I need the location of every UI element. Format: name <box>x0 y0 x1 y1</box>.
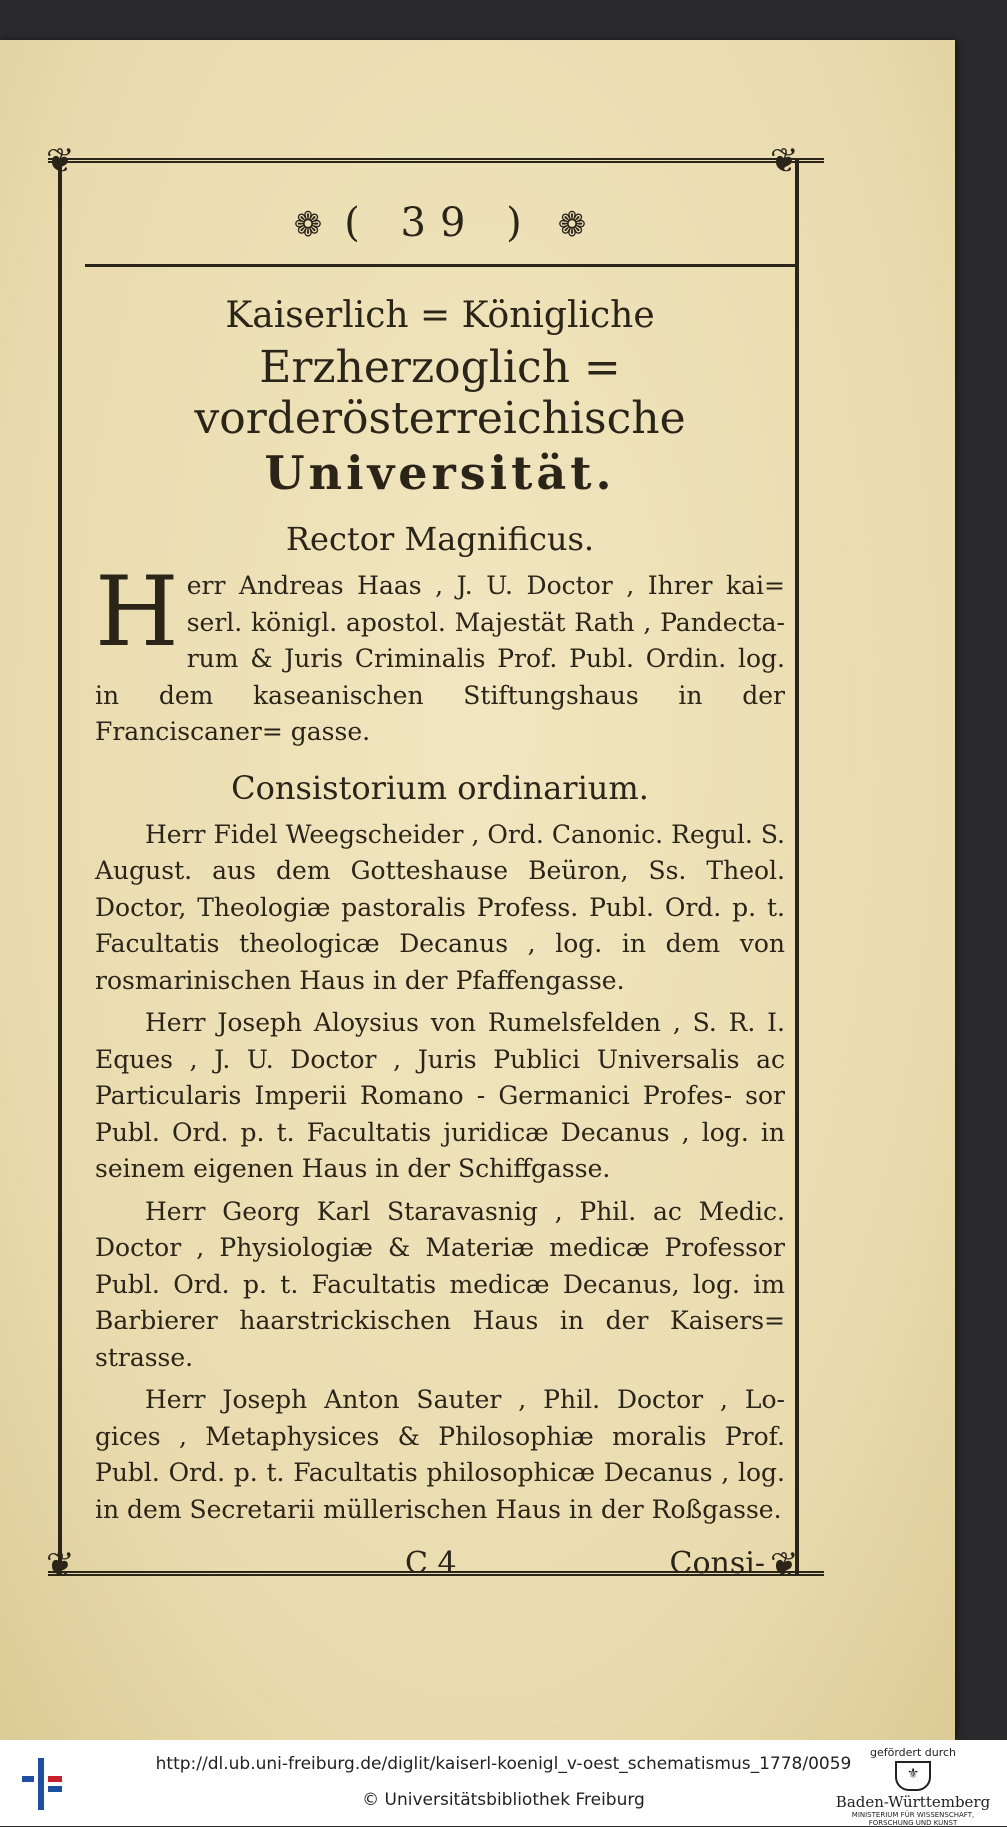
corner-ornament-icon: ❦ <box>770 141 799 181</box>
rector-paragraph <box>95 556 785 751</box>
corner-ornament-icon: ❦ <box>46 141 75 181</box>
frame-left-border <box>58 158 62 1576</box>
rosette-icon: ❁ <box>557 205 587 245</box>
page-number: ( 39 ) <box>344 200 536 246</box>
sponsor-name: Baden-Württemberg <box>835 1793 991 1811</box>
permalink-url[interactable]: http://dl.ub.uni-freiburg.de/diglit/kaiserl-koenigl_v-oest_schematismus_1778/0059 <box>155 1754 852 1774</box>
page-text <box>95 190 785 1581</box>
section-heading-rector: Rector Magnificus. <box>285 520 595 558</box>
sponsor-subtitle: MINISTERIUM FÜR WISSENSCHAFT, FORSCHUNG UND KUNST <box>851 1811 975 1827</box>
book-page <box>0 40 955 1740</box>
member-paragraph: Herr Joseph Anton Sauter , Phil. Doctor , Lo- gices , Metaphysices & Philosophiæ moralis Prof. Publ. Ord. p. t. Facultatis philosophicæ Decanus , log. in dem Secretarii müllerischen Haus in der Roßgasse. <box>95 1385 785 1524</box>
title-line-3: Universität. <box>264 446 616 500</box>
title-line-1: Kaiserlich = Königliche <box>225 295 655 336</box>
sponsor-logo <box>833 1746 993 1827</box>
page-footer <box>95 1546 785 1581</box>
section-heading-consistorium: Consistorium ordinarium. <box>231 768 649 807</box>
title-line-2: Erzherzoglich = vorderösterreichische <box>194 342 686 444</box>
drop-cap: H <box>95 556 179 668</box>
frame-right-border <box>795 158 799 1576</box>
signature-mark: C 4 <box>405 1546 457 1581</box>
rosette-icon: ❁ <box>293 205 323 245</box>
member-paragraph: Herr Fidel Weegscheider , Ord. Canonic. Regul. S. August. aus dem Gotteshause Beüron, Ss. Theol. Doctor, Theologiæ pastoralis Profess. Publ. Ord. p. t. Facultatis theologicæ Decanus , log. in dem von rosmarinischen Haus in der Pfaffengasse. <box>95 819 785 995</box>
coat-of-arms-icon: ⚜ <box>895 1761 931 1791</box>
corner-ornament-icon: ❦ <box>770 1545 799 1585</box>
member-paragraph: Herr Joseph Aloysius von Rumelsfelden , S. R. I. Eques , J. U. Doctor , Juris Publici Universalis ac Particularis Imperii Romano - Germanici Profes- sor Publ. Ord. p. t. Facultatis juridicæ Decanus , log. in seinem eigenen Haus in der Schiffgasse. <box>95 1008 785 1183</box>
member-paragraph: Herr Georg Karl Staravasnig , Phil. ac Medic. Doctor , Physiologiæ & Materiæ medicæ Professor Publ. Ord. p. t. Facultatis medicæ Decanus, log. im Barbierer haarstrickischen Haus in der Kaisers= strasse. <box>95 1196 785 1372</box>
rector-text: err Andreas Haas , J. U. Doctor , Ihrer kai= serl. königl. apostol. Majestät Rath , Pandecta- rum & Juris Criminalis Prof. Publ. Ordin. log. in dem kaseanischen Stiftungshaus in der Franciscaner= gasse. <box>95 571 785 746</box>
corner-ornament-icon: ❦ <box>46 1545 75 1585</box>
page-number-line <box>95 200 785 246</box>
header-rule <box>85 264 795 267</box>
viewer-footer-bar <box>0 1740 1007 1826</box>
sponsor-caption: gefördert durch <box>869 1746 957 1759</box>
copyright-notice: © Universitätsbibliothek Freiburg <box>362 1790 645 1810</box>
catchword: Consi- <box>669 1546 765 1581</box>
